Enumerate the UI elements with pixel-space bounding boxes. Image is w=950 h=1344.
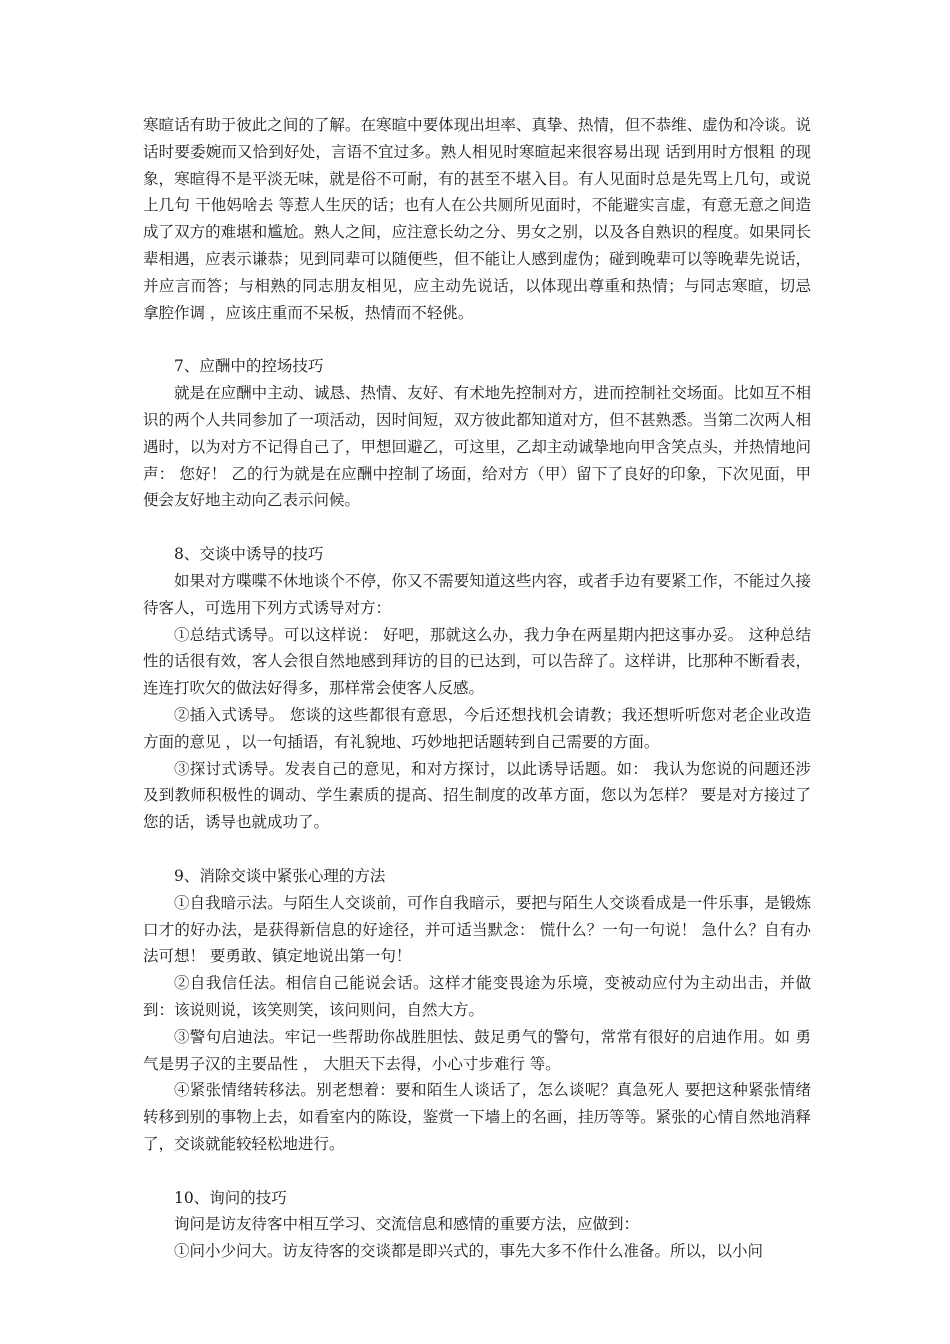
section-8-paragraph-4: ③探讨式诱导。发表自己的意见，和对方探讨，以此诱导话题。如： 我认为您说的问题还涉及到教师积极性的调动、学生素质的提高、招生制度的改革方面，您以为怎样？ 要是对方接过了您的话，诱导也就成功了。	[143, 759, 811, 832]
section-gap	[143, 326, 811, 353]
section-gap	[143, 836, 811, 863]
section-9-paragraph-2: ②自我信任法。相信自己能说会话。这样才能变畏途为乐境，变被动应付为主动出击，并做到：该说则说，该笑则笑，该问则问，自然大方。	[143, 974, 811, 1019]
section-8-paragraph-3: ②插入式诱导。 您谈的这些都很有意思，今后还想找机会请教；我还想听听您对老企业改造方面的意见 ，以一句插语，有礼貌地、巧妙地把话题转到自己需要的方面。	[143, 705, 811, 751]
section-7-paragraph-1: 就是在应酬中主动、诚恳、热情、友好、有术地先控制对方，进而控制社交场面。比如互不相识的两个人共同参加了一项活动，因时间短，双方彼此都知道对方，但不甚熟悉。当第二次两人相遇时，以为对方不记得自己了，甲想回避乙，可这里，乙却主动诚挚地向甲含笑点头，并热情地问声： 您好！ 乙的行为就是在应酬中控制了场面，给对方（甲）留下了良好的印象，下次见面，甲便会友好地主动向乙表示问候。	[143, 384, 811, 510]
section-7-heading: 7、应酬中的控场技巧	[174, 357, 324, 376]
section-10-paragraph-1: 询问是访友待客中相互学习、交流信息和感情的重要方法，应做到：	[174, 1215, 640, 1234]
section-gap	[143, 1158, 811, 1185]
section-9-paragraph-1: ①自我暗示法。与陌生人交谈前，可作自我暗示，要把与陌生人交谈看成是一件乐事，是锻炼口才的好办法，是获得新信息的好途径，并可适当默念： 慌什么？一句一句说！ 急什么？自有办法可想！ 要勇敢、镇定地说出第一句！	[143, 893, 811, 966]
section-9-paragraph-3: ③警句启迪法。牢记一些帮助你战胜胆怯、鼓足勇气的警句，常常有很好的启迪作用。如 勇气是男子汉的主要品性 ， 大胆天下去得，小心寸步难行 等。	[143, 1027, 811, 1073]
section-8-paragraph-2: ①总结式诱导。可以这样说： 好吧，那就这么办，我力争在两星期内把这事办妥。 这种总结性的话很有效，客人会很自然地感到拜访的目的已达到，可以告辞了。这样讲，比那种不断看表，连连打吹欠的做法好得多，那样常会使客人反感。	[143, 625, 811, 698]
section-8-heading: 8、交谈中诱导的技巧	[174, 545, 324, 564]
document-page	[143, 112, 811, 1265]
section-10-heading: 10、询问的技巧	[174, 1188, 287, 1207]
section-9-heading: 9、消除交谈中紧张心理的方法	[174, 866, 386, 885]
section-gap	[143, 514, 811, 541]
intro-paragraph: 寒暄话有助于彼此之间的了解。在寒暄中要体现出坦率、真挚、热情，但不恭维、虚伪和冷谈。说话时要委婉而又恰到好处，言语不宜过多。熟人相见时寒暄起来很容易出现 话到用时方恨粗 的现象，寒暄得不是平淡无味，就是俗不可耐，有的甚至不堪入目。有人见面时总是先骂上几句，或说上几句 干他妈啥去 等惹人生厌的话；也有人在公共厕所见面时，不能避实言虚，有意无意之间造成了双方的难堪和尴尬。熟人之间，应注意长幼之分、男女之别，以及各自熟识的程度。如果同长辈相遇，应表示谦恭；见到同辈可以随便些，但不能让人感到虚伪；碰到晚辈可以等晚辈先说话，并应言而答；与相熟的同志朋友相见，应主动先说话，以体现出尊重和热情；与同志寒暄，切忌 拿腔作调 ，应该庄重而不呆板，热情而不轻佻。	[143, 116, 811, 322]
section-8-paragraph-1: 如果对方喋喋不休地谈个不停，你又不需要知道这些内容，或者手边有要紧工作，不能过久接待客人，可选用下列方式诱导对方：	[143, 571, 811, 617]
section-9-paragraph-4: ④紧张情绪转移法。别老想着：要和陌生人谈话了，怎么谈呢？真急死人 要把这种紧张情绪转移到别的事物上去，如看室内的陈设，鉴赏一下墙上的名画，挂历等等。紧张的心情自然地消释了，交谈就能较轻松地进行。	[143, 1081, 811, 1153]
section-10-paragraph-2: ①问小少问大。访友待客的交谈都是即兴式的，事先大多不作什么准备。所以，以小问	[174, 1242, 764, 1261]
